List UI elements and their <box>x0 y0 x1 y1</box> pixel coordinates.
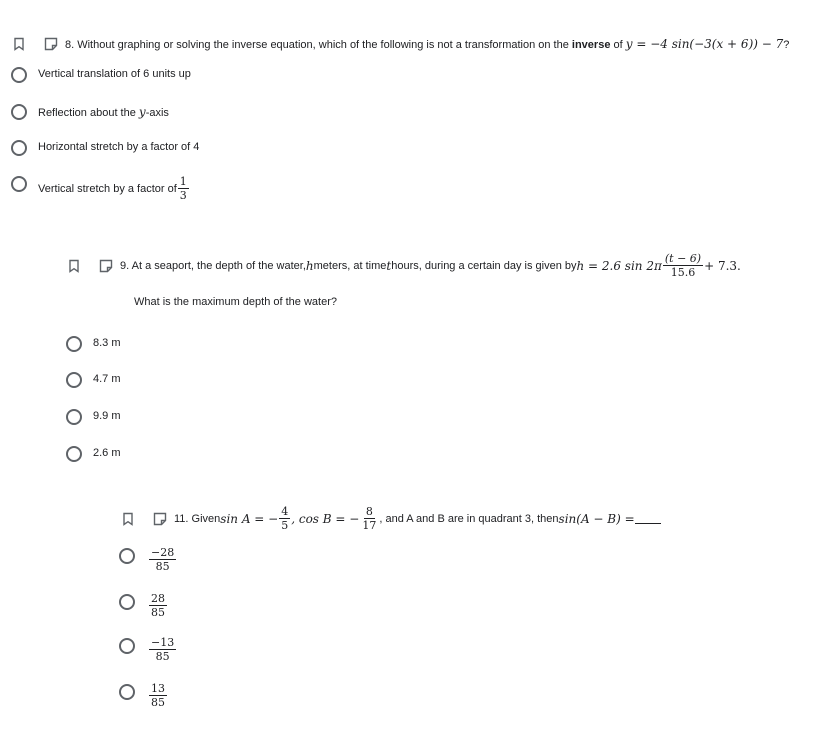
q11-option-2-label: $\frac{28}{85}$ <box>151 592 165 619</box>
question-8-header <box>12 37 789 51</box>
note-icon[interactable] <box>44 37 58 51</box>
note-icon[interactable] <box>153 512 167 526</box>
question-11-header <box>121 505 661 532</box>
answer-blank <box>635 513 661 524</box>
q11-option-2-radio[interactable] <box>119 594 135 610</box>
note-icon[interactable] <box>99 259 113 273</box>
question-9-header <box>67 252 741 279</box>
q11-option-1-radio[interactable] <box>119 548 135 564</box>
question-8-text: 8. Without graphing or solving the inverse equation, which of the following is not a transformation on the inverse of y = −4 sin(−3(x + 6)) − 7? <box>65 37 790 51</box>
bookmark-icon[interactable] <box>12 37 26 51</box>
q8-option-3-radio[interactable] <box>11 140 27 156</box>
q11-option-4-radio[interactable] <box>119 684 135 700</box>
question-9-prompt: What is the maximum depth of the water? <box>134 296 337 308</box>
q8-option-4-label: Vertical stretch by a factor of $\frac{1}{3}$ <box>38 175 187 202</box>
q11-option-3-label: $\frac{-13}{85}$ <box>151 636 175 663</box>
bookmark-icon[interactable] <box>67 259 81 273</box>
question-9-text: 9. At a seaport, the depth of the water, h meters, at time t hours, during a certain day is given by h = 2.6 sin 2π $\frac{(t - 6)}{15.6}$ + 7.3. <box>120 252 741 279</box>
q9-option-4-radio[interactable] <box>66 446 82 462</box>
q11-option-4-label: $\frac{13}{85}$ <box>151 682 165 709</box>
q8-option-1-label: Vertical translation of 6 units up <box>38 68 191 80</box>
q8-option-4-radio[interactable] <box>11 176 27 192</box>
q9-option-1-label: 8.3 m <box>93 337 121 349</box>
q8-option-2-label: Reflection about the y-axis <box>38 105 169 119</box>
bookmark-icon[interactable] <box>121 512 135 526</box>
q11-option-3-radio[interactable] <box>119 638 135 654</box>
q9-option-4-label: 2.6 m <box>93 447 121 459</box>
q8-option-2-radio[interactable] <box>11 104 27 120</box>
question-11-text: 11. Given sin A = − $\frac{4}{5}$ , cos B = − $\frac{8}{17}$ , and A and B are in quadrant 3, then sin(A − B) = <box>174 505 661 532</box>
q9-option-2-radio[interactable] <box>66 372 82 388</box>
q9-option-1-radio[interactable] <box>66 336 82 352</box>
q9-option-3-label: 9.9 m <box>93 410 121 422</box>
q9-option-3-radio[interactable] <box>66 409 82 425</box>
q8-option-3-label: Horizontal stretch by a factor of 4 <box>38 141 200 153</box>
q8-option-1-radio[interactable] <box>11 67 27 83</box>
q9-option-2-label: 4.7 m <box>93 373 121 385</box>
q11-option-1-label: $\frac{-28}{85}$ <box>151 546 175 573</box>
